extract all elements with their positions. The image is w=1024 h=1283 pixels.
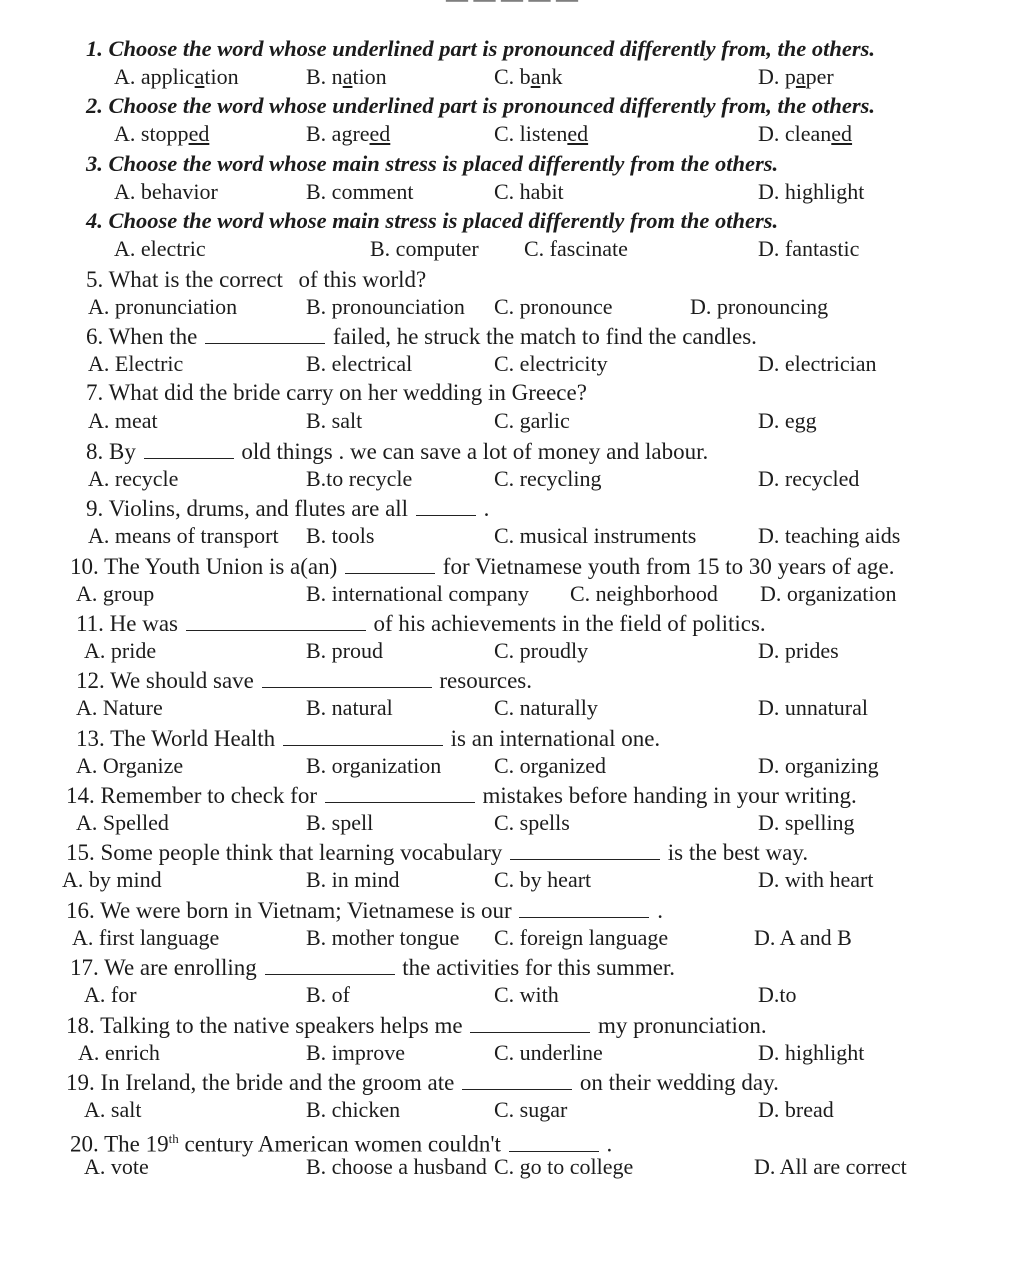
question-text-end: on their wedding day. (574, 1070, 779, 1096)
answer-option-b[interactable]: B. of (306, 982, 350, 1008)
question-number: 12. (76, 668, 111, 694)
question-text: We are enrolling (104, 955, 257, 981)
question-stem (86, 321, 757, 351)
question-item (0, 378, 1024, 435)
answer-option-c[interactable]: C. sugar (494, 1097, 568, 1123)
answer-option-a[interactable]: A. pride (84, 637, 157, 663)
question-item (0, 436, 1024, 493)
answer-option-d[interactable]: D. teaching aids (758, 523, 901, 549)
question-item (0, 321, 1024, 378)
question-text-end: is an international one. (444, 725, 661, 751)
question-number: 5. (86, 266, 109, 292)
question-stem (86, 206, 778, 235)
question-stem (86, 378, 587, 407)
answer-options (0, 809, 1024, 837)
question-text-end: resources. (433, 668, 532, 694)
answer-option-d[interactable]: D. bread (758, 1097, 834, 1123)
answer-option-d[interactable]: D. A and B (754, 924, 852, 950)
answer-options (0, 350, 1024, 378)
question-text: We should save (110, 668, 254, 694)
answer-options (0, 1039, 1024, 1067)
answer-option-a[interactable]: A. application (114, 64, 239, 89)
question-text: Some people think that learning vocabulary (100, 840, 503, 866)
answer-option-c[interactable]: C. foreign language (494, 924, 669, 950)
answer-options (0, 178, 1024, 206)
answer-blank[interactable] (325, 780, 475, 803)
answer-option-a[interactable]: A. enrich (78, 1039, 160, 1065)
question-stem (86, 493, 489, 523)
answer-option-b[interactable]: B. nation (306, 64, 387, 89)
question-text-end: the activities for this summer. (396, 955, 676, 981)
answer-option-a[interactable]: A. pronunciation (88, 293, 238, 319)
question-stem (66, 837, 808, 867)
question-stem (86, 436, 708, 466)
answer-option-b[interactable]: B. improve (306, 1039, 405, 1065)
question-text-end: . (600, 1132, 613, 1158)
answer-options (0, 981, 1024, 1009)
underlined-part: ed (567, 121, 589, 147)
answer-option-c[interactable]: C. electricity (494, 350, 608, 376)
answer-option-d[interactable]: D. prides (758, 637, 839, 663)
answer-option-c[interactable]: C. recycling (494, 465, 602, 491)
question-stem (66, 780, 857, 810)
question-text: Choose the word whose main stress is placed differently from the others. (108, 150, 779, 176)
question-text: What did the bride carry on her wedding in Greece? (108, 380, 587, 406)
question-stem (86, 34, 875, 63)
question-number: 18. (66, 1012, 101, 1038)
answer-option-a[interactable]: A. group (76, 580, 155, 606)
answer-options (0, 120, 1024, 148)
question-item (0, 608, 1024, 665)
answer-blank[interactable] (144, 436, 234, 459)
answer-option-c[interactable]: C. naturally (494, 695, 598, 721)
answer-option-d[interactable]: D. fantastic (758, 236, 860, 262)
answer-option-b[interactable]: B. international company (306, 580, 529, 606)
answer-blank[interactable] (262, 665, 432, 688)
question-text-cont: century American women couldn't (178, 1132, 501, 1158)
superscript-text: th (168, 1131, 179, 1147)
question-item (0, 551, 1024, 608)
answer-blank[interactable] (510, 837, 660, 860)
answer-option-d[interactable]: D. egg (758, 408, 817, 434)
question-text-end: . (651, 897, 663, 923)
question-item (0, 149, 1024, 206)
question-item (0, 1067, 1024, 1124)
answer-option-a[interactable]: A. behavior (114, 178, 218, 204)
question-list (0, 34, 1024, 1182)
answer-option-a[interactable]: A. recycle (88, 465, 179, 491)
answer-option-d[interactable]: D. spelling (758, 810, 855, 836)
question-text-end: of his achievements in the field of politics. (367, 610, 766, 636)
answer-option-b[interactable]: B. natural (306, 695, 393, 721)
answer-options (0, 235, 1024, 263)
answer-options (0, 1153, 1024, 1181)
question-text: We were born in Vietnam; Vietnamese is our (100, 897, 512, 923)
answer-option-b[interactable]: B.to recycle (306, 465, 413, 491)
answer-option-d[interactable]: D. with heart (758, 867, 874, 893)
question-text-end: of this world? (292, 266, 427, 292)
answer-option-c[interactable]: C. go to college (494, 1154, 634, 1180)
question-stem (66, 895, 663, 925)
answer-option-c[interactable]: C. musical instruments (494, 523, 697, 549)
answer-option-a[interactable]: A. stopped (114, 121, 210, 147)
answer-option-c[interactable]: C. with (494, 982, 559, 1008)
question-item (0, 493, 1024, 550)
question-text: He was (109, 610, 178, 636)
question-item (0, 1010, 1024, 1067)
answer-option-d[interactable]: D. paper (758, 64, 834, 89)
answer-option-a[interactable]: A. electric (114, 236, 206, 262)
question-text-end: mistakes before handing in your writing. (476, 783, 857, 809)
answer-option-d[interactable]: D. unnatural (758, 695, 868, 721)
question-text: The World Health (110, 725, 276, 751)
answer-option-c[interactable]: C. bank (494, 64, 563, 89)
underlined-part: a (530, 64, 541, 89)
answer-option-c[interactable]: C. neighborhood (570, 580, 718, 606)
answer-blank[interactable] (416, 493, 476, 516)
question-item (0, 91, 1024, 148)
question-item (0, 723, 1024, 780)
answer-blank[interactable] (205, 321, 325, 344)
answer-blank[interactable] (265, 952, 395, 975)
answer-option-c[interactable]: C. underline (494, 1039, 603, 1065)
answer-option-d[interactable]: D. cleaned (758, 121, 853, 147)
answer-option-d[interactable]: D. All are correct (754, 1154, 907, 1180)
question-number: 6. (86, 323, 109, 349)
question-text: Choose the word whose main stress is placed differently from the others. (108, 208, 779, 234)
answer-option-c[interactable]: C. garlic (494, 408, 570, 434)
answer-option-b[interactable]: B. computer (370, 236, 479, 262)
answer-option-b[interactable]: B. chicken (306, 1097, 401, 1123)
answer-blank[interactable] (186, 608, 366, 631)
question-text-end: is the best way. (662, 840, 809, 866)
answer-blank[interactable] (283, 723, 443, 746)
answer-option-d[interactable]: D. recycled (758, 465, 860, 491)
question-item (0, 34, 1024, 91)
answer-option-a[interactable]: A. salt (84, 1097, 142, 1123)
answer-option-b[interactable]: B. organization (306, 752, 442, 778)
answer-options (0, 866, 1024, 894)
answer-option-b[interactable]: B. salt (306, 408, 363, 434)
question-number: 16. (66, 897, 101, 923)
question-text-end: failed, he struck the match to find the candles. (327, 323, 757, 349)
question-number: 7. (86, 380, 109, 406)
answer-option-d[interactable]: D. electrician (758, 350, 877, 376)
answer-options (0, 924, 1024, 952)
question-number: 19. (66, 1070, 101, 1096)
question-stem (70, 551, 894, 581)
question-text-end: old things . we can save a lot of money and labour. (235, 438, 709, 464)
question-stem (86, 264, 426, 294)
answer-option-c[interactable]: C. by heart (494, 867, 592, 893)
answer-options (0, 752, 1024, 780)
question-text: In Ireland, the bride and the groom ate (100, 1070, 455, 1096)
question-item (0, 837, 1024, 894)
answer-option-b[interactable]: B. mother tongue (306, 924, 460, 950)
underlined-part: ed (188, 121, 210, 147)
answer-blank[interactable] (470, 1010, 590, 1033)
question-number: 13. (76, 725, 111, 751)
question-item (0, 895, 1024, 952)
question-stem (76, 608, 766, 638)
question-number: 17. (70, 955, 105, 981)
question-text: Talking to the native speakers helps me (100, 1012, 463, 1038)
answer-options (0, 694, 1024, 722)
answer-option-c[interactable]: C. spells (494, 810, 570, 836)
question-text-end: my pronunciation. (592, 1012, 767, 1038)
question-text: The 19 (104, 1132, 169, 1158)
question-text: Violins, drums, and flutes are all (108, 496, 409, 522)
answer-option-a[interactable]: A. for (84, 982, 137, 1008)
answer-option-b[interactable]: B. choose a husband (306, 1154, 487, 1180)
answer-option-c[interactable]: C. organized (494, 752, 607, 778)
question-text: Remember to check for (100, 783, 317, 809)
answer-option-d[interactable]: D.to (758, 982, 797, 1008)
underlined-part: a (795, 64, 806, 89)
question-stem (76, 665, 532, 695)
answer-option-a[interactable]: A. vote (84, 1154, 149, 1180)
answer-option-a[interactable]: A. Nature (76, 695, 163, 721)
answer-option-a[interactable]: A. Electric (88, 350, 184, 376)
answer-blank[interactable] (509, 1129, 599, 1152)
answer-option-b[interactable]: B. spell (306, 810, 374, 836)
answer-option-d[interactable]: D. organization (760, 580, 897, 606)
answer-options (0, 63, 1024, 91)
answer-option-b[interactable]: B. proud (306, 637, 383, 663)
answer-option-a[interactable]: A. first language (72, 924, 220, 950)
question-text-end: for Vietnamese youth from 15 to 30 years of age. (437, 553, 895, 579)
answer-option-b[interactable]: B. agreed (306, 121, 391, 147)
question-stem (66, 1010, 767, 1040)
question-number: 3. (86, 150, 109, 176)
question-number: 14. (66, 783, 101, 809)
answer-option-c[interactable]: C. proudly (494, 637, 589, 663)
question-item (0, 780, 1024, 837)
answer-option-d[interactable]: D. organizing (758, 752, 879, 778)
answer-option-b[interactable]: B. comment (306, 178, 414, 204)
answer-option-c[interactable]: C. fascinate (524, 236, 628, 262)
answer-option-d[interactable]: D. pronouncing (690, 293, 829, 319)
question-stem (86, 149, 778, 178)
answer-options (0, 580, 1024, 608)
question-stem (76, 723, 660, 753)
header-partial-text (0, 0, 1024, 12)
question-number: 9. (86, 496, 109, 522)
question-text-end: . (477, 496, 490, 522)
question-number: 10. (70, 553, 105, 579)
question-item (0, 264, 1024, 321)
underlined-part: ed (831, 121, 853, 147)
answer-option-c[interactable]: C. listened (494, 121, 589, 147)
question-number: 1. (86, 36, 109, 61)
answer-options (0, 637, 1024, 665)
answer-option-a[interactable]: A. Organize (76, 752, 184, 778)
answer-option-a[interactable]: A. by mind (62, 867, 162, 893)
question-text: Choose the word whose underlined part is pronounced differently from, the others. (108, 93, 876, 119)
answer-option-a[interactable]: A. Spelled (76, 810, 169, 836)
question-text: Choose the word whose underlined part is pronounced differently from, the others. (108, 36, 876, 61)
answer-option-b[interactable]: B. in mind (306, 867, 400, 893)
answer-option-b[interactable]: B. tools (306, 523, 375, 549)
question-text: What is the correct (108, 266, 283, 292)
question-number: 2. (86, 93, 109, 119)
question-number: 20. (70, 1132, 105, 1158)
question-item (0, 665, 1024, 722)
answer-option-b[interactable]: B. electrical (306, 350, 413, 376)
question-stem (66, 1067, 779, 1097)
question-item (0, 1124, 1024, 1181)
question-item (0, 952, 1024, 1009)
question-number: 15. (66, 840, 101, 866)
question-text: When the (108, 323, 198, 349)
question-number: 8. (86, 438, 109, 464)
question-item (0, 206, 1024, 263)
underlined-part: ed (369, 121, 391, 147)
question-text: By (109, 438, 136, 464)
answer-option-a[interactable]: A. meat (88, 408, 158, 434)
answer-options (0, 465, 1024, 493)
underlined-part: a (342, 64, 353, 89)
answer-option-c[interactable]: C. habit (494, 178, 564, 204)
answer-option-b[interactable]: B. pronounciation (306, 293, 465, 319)
answer-options (0, 293, 1024, 321)
answer-options (0, 1096, 1024, 1124)
question-number: 11. (76, 610, 110, 636)
answer-option-d[interactable]: D. highlight (758, 1039, 865, 1065)
answer-option-a[interactable]: A. means of transport (88, 523, 279, 549)
question-number: 4. (86, 208, 109, 234)
question-text: The Youth Union is a(an) (104, 553, 338, 579)
answer-blank[interactable] (462, 1067, 572, 1090)
answer-options (0, 407, 1024, 435)
question-stem (86, 91, 875, 120)
answer-blank[interactable] (519, 895, 649, 918)
answer-options (0, 522, 1024, 550)
answer-option-c[interactable]: C. pronounce (494, 293, 613, 319)
underlined-part: a (194, 64, 205, 89)
question-stem (70, 952, 675, 982)
answer-blank[interactable] (345, 551, 435, 574)
answer-option-d[interactable]: D. highlight (758, 178, 865, 204)
